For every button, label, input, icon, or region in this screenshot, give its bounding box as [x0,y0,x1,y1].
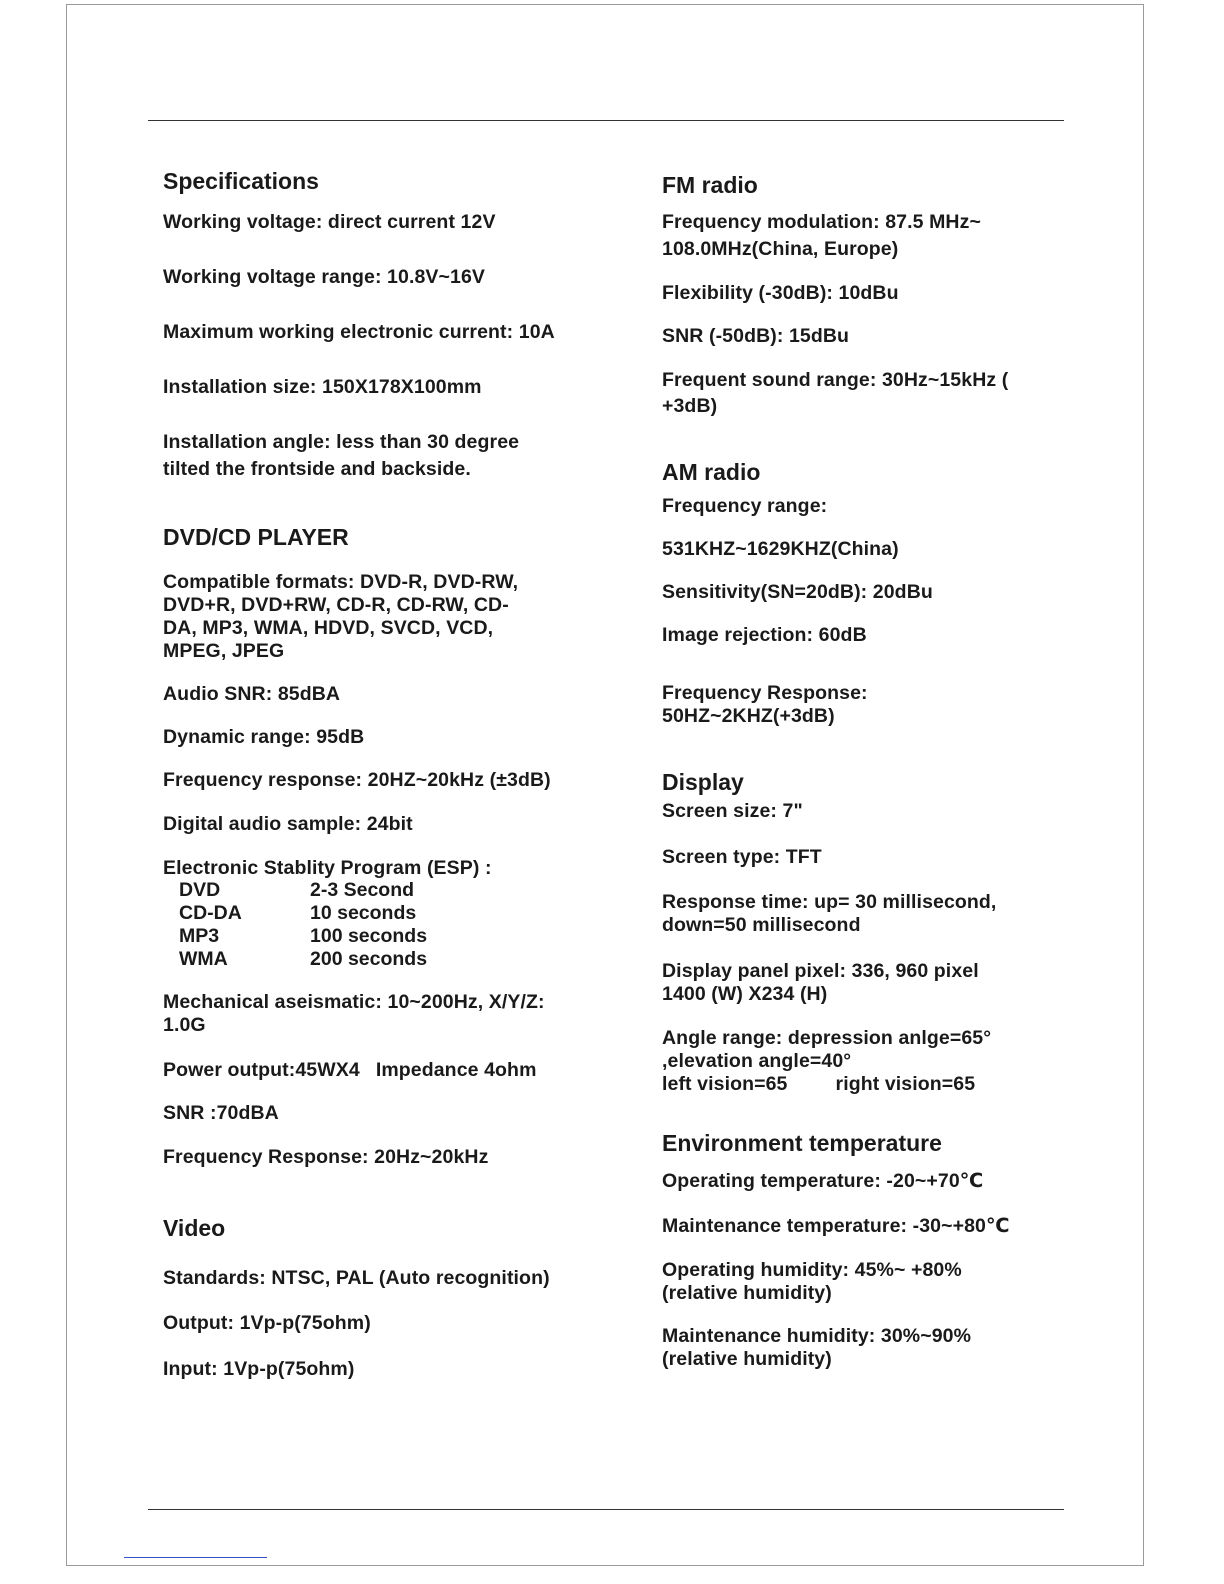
mechanical-aseismatic: Mechanical aseismatic: 10~200Hz, X/Y/Z: [163,991,545,1013]
fm-sound-range-cont: +3dB) [662,395,718,417]
esp-value: 100 seconds [310,925,428,947]
esp-name: MP3 [179,925,220,947]
working-voltage: Working voltage: direct current 12V [163,211,496,233]
esp-row [179,925,427,948]
esp-row [179,902,416,925]
fm-heading: FM radio [662,172,758,198]
angle-range-cont: ,elevation angle=40° [662,1050,852,1072]
esp-name: CD-DA [179,902,242,924]
bottom-rule [148,1509,1064,1510]
specifications-heading: Specifications [163,168,319,194]
frequency-response-2: Frequency Response: 20Hz~20kHz [163,1146,489,1168]
esp-value: 2-3 Second [310,879,415,901]
fm-sound-range: Frequent sound range: 30Hz~15kHz ( [662,369,1009,391]
video-standards: Standards: NTSC, PAL (Auto recognition) [163,1267,550,1289]
installation-size: Installation size: 150X178X100mm [163,376,482,398]
dynamic-range: Dynamic range: 95dB [163,726,365,748]
esp-name: WMA [179,948,228,970]
dvd-heading: DVD/CD PLAYER [163,524,349,550]
esp-title: Electronic Stablity Program (ESP) : [163,857,492,879]
power-output-line [163,1059,537,1082]
top-rule [148,120,1064,121]
max-current: Maximum working electronic current: 10A [163,321,555,343]
operating-humidity: Operating humidity: 45%~ +80% [662,1259,962,1281]
snr: SNR :70dBA [163,1102,279,1124]
compatible-formats-1: Compatible formats: DVD-R, DVD-RW, [163,571,519,593]
esp-row [179,948,427,971]
esp-value: 10 seconds [310,902,417,924]
fm-snr: SNR (-50dB): 15dBu [662,325,850,347]
fm-modulation: Frequency modulation: 87.5 MHz~ [662,211,981,233]
response-time-cont: down=50 millisecond [662,914,861,936]
installation-angle: Installation angle: less than 30 degree [163,431,520,453]
digital-audio-sample: Digital audio sample: 24bit [163,813,413,835]
video-output: Output: 1Vp-p(75ohm) [163,1312,371,1334]
maintenance-humidity-cont: (relative humidity) [662,1348,832,1370]
operating-temperature: Operating temperature: -20~+70℃ [662,1170,984,1192]
video-heading: Video [163,1215,226,1241]
screen-type: Screen type: TFT [662,846,822,868]
esp-name: DVD [179,879,221,901]
operating-humidity-cont: (relative humidity) [662,1282,832,1304]
am-heading: AM radio [662,459,761,485]
fm-modulation-cont: 108.0MHz(China, Europe) [662,238,899,260]
power-output: Power output:45WX4 [163,1059,360,1081]
am-frequency-range-label: Frequency range: [662,495,828,517]
video-input: Input: 1Vp-p(75ohm) [163,1358,355,1380]
display-heading: Display [662,769,744,795]
screen-size: Screen size: 7" [662,800,803,822]
audio-snr: Audio SNR: 85dBA [163,683,341,705]
am-frequency-range: 531KHZ~1629KHZ(China) [662,538,899,560]
compatible-formats-3: DA, MP3, WMA, HDVD, SVCD, VCD, [163,617,494,639]
am-image-rejection: Image rejection: 60dB [662,624,867,646]
fm-flexibility: Flexibility (-30dB): 10dBu [662,282,899,304]
esp-value: 200 seconds [310,948,428,970]
panel-pixel-cont: 1400 (W) X234 (H) [662,983,828,1005]
left-vision: left vision=65 [662,1073,788,1095]
maintenance-temperature: Maintenance temperature: -30~+80℃ [662,1215,1010,1237]
am-frequency-response: Frequency Response: [662,682,868,704]
right-vision: right vision=65 [835,1073,976,1095]
am-sensitivity: Sensitivity(SN=20dB): 20dBu [662,581,933,603]
working-voltage-range: Working voltage range: 10.8V~16V [163,266,485,288]
frequency-response: Frequency response: 20HZ~20kHz (±3dB) [163,769,551,791]
compatible-formats-4: MPEG, JPEG [163,640,285,662]
vision-line [662,1073,975,1096]
esp-row [179,879,414,902]
mechanical-aseismatic-cont: 1.0G [163,1014,206,1036]
environment-heading: Environment temperature [662,1130,942,1156]
installation-angle-cont: tilted the frontside and backside. [163,458,471,480]
maintenance-humidity: Maintenance humidity: 30%~90% [662,1325,972,1347]
angle-range: Angle range: depression anlge=65° [662,1027,992,1049]
panel-pixel: Display panel pixel: 336, 960 pixel [662,960,979,982]
compatible-formats-2: DVD+R, DVD+RW, CD-R, CD-RW, CD- [163,594,509,616]
response-time: Response time: up= 30 millisecond, [662,891,997,913]
impedance: Impedance 4ohm [375,1059,537,1081]
am-frequency-response-cont: 50HZ~2KHZ(+3dB) [662,705,835,727]
footer-link-line [124,1557,267,1558]
